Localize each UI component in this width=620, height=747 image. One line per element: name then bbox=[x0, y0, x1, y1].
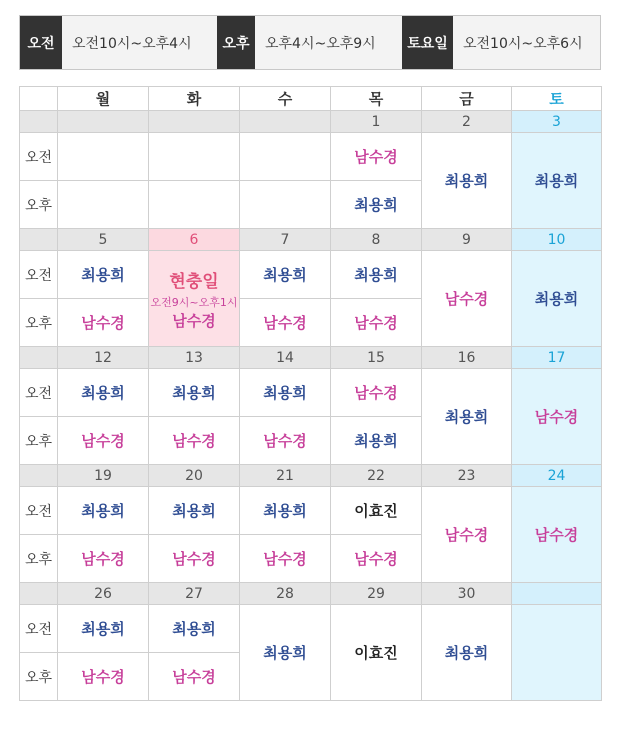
doctor-name: 이효진 bbox=[354, 644, 398, 662]
date-cell-holiday: 6 bbox=[149, 229, 240, 251]
am-cell bbox=[149, 133, 240, 181]
doctor-name: 남수경 bbox=[354, 148, 398, 166]
am-cell bbox=[149, 487, 240, 535]
date-cell-blank bbox=[20, 229, 58, 251]
am-cell bbox=[331, 487, 422, 535]
date-row bbox=[20, 465, 602, 487]
doctor-name: 남수경 bbox=[354, 314, 398, 332]
date-cell: 27 bbox=[149, 583, 240, 605]
doctor-name: 남수경 bbox=[81, 314, 125, 332]
doctor-name: 남수경 bbox=[172, 432, 216, 450]
doctor-name: 최용희 bbox=[444, 172, 489, 190]
date-row bbox=[20, 111, 602, 133]
am-row bbox=[20, 605, 602, 653]
doctor-name: 최용희 bbox=[172, 502, 216, 520]
doctor-name: 남수경 bbox=[81, 432, 125, 450]
pm-hours-value: 오후4시~오후9시 bbox=[255, 16, 402, 69]
date-cell: 14 bbox=[240, 347, 331, 369]
wed-cell bbox=[240, 605, 331, 701]
period-label-pm: 오후 bbox=[20, 535, 58, 583]
date-cell: 16 bbox=[422, 347, 512, 369]
date-cell-blank bbox=[20, 347, 58, 369]
weekday-sat: 토 bbox=[512, 87, 602, 111]
doctor-name: 남수경 bbox=[172, 550, 216, 568]
date-cell bbox=[240, 111, 331, 133]
doctor-name: 남수경 bbox=[354, 550, 398, 568]
am-cell bbox=[331, 251, 422, 299]
date-cell: 19 bbox=[58, 465, 149, 487]
am-cell bbox=[149, 369, 240, 417]
am-row bbox=[20, 133, 602, 181]
date-cell: 23 bbox=[422, 465, 512, 487]
pm-cell bbox=[331, 181, 422, 229]
fri-cell bbox=[422, 605, 512, 701]
am-cell bbox=[240, 251, 331, 299]
doctor-name: 최용희 bbox=[263, 502, 307, 520]
date-cell-saturday: 10 bbox=[512, 229, 602, 251]
am-hours-label: 오전 bbox=[20, 16, 62, 69]
am-hours-value: 오전10시~오후4시 bbox=[62, 16, 217, 69]
schedule-calendar bbox=[19, 86, 602, 701]
period-label-am: 오전 bbox=[20, 133, 58, 181]
period-label-pm: 오후 bbox=[20, 181, 58, 229]
date-cell-blank bbox=[20, 583, 58, 605]
header-corner bbox=[20, 87, 58, 111]
date-cell: 9 bbox=[422, 229, 512, 251]
sat-cell bbox=[512, 251, 602, 347]
am-cell bbox=[58, 605, 149, 653]
period-label-pm: 오후 bbox=[20, 653, 58, 701]
weekday-header-row bbox=[20, 87, 602, 111]
date-cell-saturday bbox=[512, 583, 602, 605]
am-cell bbox=[331, 369, 422, 417]
period-label-am: 오전 bbox=[20, 487, 58, 535]
doctor-name: 남수경 bbox=[81, 668, 125, 686]
sat-cell bbox=[512, 605, 602, 701]
fri-cell bbox=[422, 133, 512, 229]
period-label-am: 오전 bbox=[20, 605, 58, 653]
office-hours-bar bbox=[19, 15, 601, 70]
am-row bbox=[20, 487, 602, 535]
doctor-name: 남수경 bbox=[172, 668, 216, 686]
date-cell: 22 bbox=[331, 465, 422, 487]
doctor-name: 남수경 bbox=[263, 432, 307, 450]
period-label-am: 오전 bbox=[20, 251, 58, 299]
date-cell: 20 bbox=[149, 465, 240, 487]
sat-cell bbox=[512, 133, 602, 229]
doctor-name: 최용희 bbox=[81, 620, 125, 638]
doctor-name: 남수경 bbox=[263, 314, 307, 332]
am-cell bbox=[58, 251, 149, 299]
am-row bbox=[20, 251, 602, 299]
am-cell bbox=[240, 487, 331, 535]
doctor-name: 최용희 bbox=[172, 620, 216, 638]
pm-cell bbox=[331, 417, 422, 465]
holiday-name: 현충일 bbox=[169, 271, 219, 292]
period-label-pm: 오후 bbox=[20, 417, 58, 465]
pm-cell bbox=[149, 653, 240, 701]
pm-cell bbox=[149, 417, 240, 465]
date-row bbox=[20, 347, 602, 369]
fri-cell bbox=[422, 487, 512, 583]
pm-cell bbox=[149, 535, 240, 583]
date-cell: 13 bbox=[149, 347, 240, 369]
date-cell-saturday: 17 bbox=[512, 347, 602, 369]
period-label-am: 오전 bbox=[20, 369, 58, 417]
am-hours bbox=[20, 16, 217, 69]
am-cell bbox=[149, 605, 240, 653]
pm-cell bbox=[240, 181, 331, 229]
doctor-name: 최용희 bbox=[81, 384, 125, 402]
pm-cell bbox=[149, 181, 240, 229]
date-cell: 30 bbox=[422, 583, 512, 605]
date-cell: 26 bbox=[58, 583, 149, 605]
pm-cell bbox=[58, 535, 149, 583]
date-cell: 21 bbox=[240, 465, 331, 487]
doctor-name: 남수경 bbox=[534, 526, 579, 544]
date-cell: 7 bbox=[240, 229, 331, 251]
holiday-hours: 오전9시~오후1시 bbox=[150, 295, 238, 309]
pm-cell bbox=[331, 299, 422, 347]
date-row bbox=[20, 229, 602, 251]
sat-cell bbox=[512, 487, 602, 583]
am-cell bbox=[240, 133, 331, 181]
saturday-hours bbox=[402, 16, 600, 69]
doctor-name: 이효진 bbox=[354, 502, 398, 520]
doctor-name: 최용희 bbox=[263, 384, 307, 402]
holiday-cell bbox=[149, 251, 240, 347]
fri-cell bbox=[422, 369, 512, 465]
doctor-name: 최용희 bbox=[534, 172, 579, 190]
am-cell bbox=[331, 133, 422, 181]
doctor-name: 최용희 bbox=[81, 502, 125, 520]
am-cell bbox=[240, 369, 331, 417]
sat-cell bbox=[512, 369, 602, 465]
date-cell-saturday: 24 bbox=[512, 465, 602, 487]
pm-hours bbox=[217, 16, 402, 69]
doctor-name: 남수경 bbox=[444, 290, 489, 308]
doctor-name: 남수경 bbox=[81, 550, 125, 568]
fri-cell bbox=[422, 251, 512, 347]
weekday-fri: 금 bbox=[422, 87, 512, 111]
pm-cell bbox=[240, 535, 331, 583]
date-cell: 8 bbox=[331, 229, 422, 251]
doctor-name: 최용희 bbox=[354, 432, 398, 450]
date-cell: 1 bbox=[331, 111, 422, 133]
date-cell-saturday: 3 bbox=[512, 111, 602, 133]
doctor-name: 남수경 bbox=[444, 526, 489, 544]
thu-cell bbox=[331, 605, 422, 701]
doctor-name: 최용희 bbox=[444, 408, 489, 426]
pm-cell bbox=[240, 299, 331, 347]
doctor-name: 최용희 bbox=[354, 196, 398, 214]
date-cell bbox=[149, 111, 240, 133]
pm-cell bbox=[240, 417, 331, 465]
doctor-name: 최용희 bbox=[263, 266, 307, 284]
am-cell bbox=[58, 487, 149, 535]
saturday-hours-value: 오전10시~오후6시 bbox=[453, 16, 600, 69]
weekday-mon: 월 bbox=[58, 87, 149, 111]
doctor-name: 남수경 bbox=[172, 311, 216, 330]
pm-cell bbox=[58, 417, 149, 465]
period-label-pm: 오후 bbox=[20, 299, 58, 347]
weekday-wed: 수 bbox=[240, 87, 331, 111]
doctor-name: 남수경 bbox=[534, 408, 579, 426]
pm-cell bbox=[331, 535, 422, 583]
pm-cell bbox=[58, 181, 149, 229]
am-cell bbox=[58, 369, 149, 417]
doctor-name: 남수경 bbox=[354, 384, 398, 402]
date-cell: 12 bbox=[58, 347, 149, 369]
date-cell: 28 bbox=[240, 583, 331, 605]
doctor-name: 최용희 bbox=[444, 644, 489, 662]
date-cell: 15 bbox=[331, 347, 422, 369]
saturday-hours-label: 토요일 bbox=[402, 16, 453, 69]
doctor-name: 최용희 bbox=[354, 266, 398, 284]
pm-cell bbox=[58, 653, 149, 701]
date-cell: 2 bbox=[422, 111, 512, 133]
date-cell: 29 bbox=[331, 583, 422, 605]
doctor-name: 최용희 bbox=[81, 266, 125, 284]
am-cell bbox=[58, 133, 149, 181]
date-cell-blank bbox=[20, 465, 58, 487]
pm-hours-label: 오후 bbox=[217, 16, 255, 69]
date-cell-blank bbox=[20, 111, 58, 133]
doctor-name: 최용희 bbox=[263, 644, 307, 662]
date-cell: 5 bbox=[58, 229, 149, 251]
am-row bbox=[20, 369, 602, 417]
date-cell bbox=[58, 111, 149, 133]
doctor-name: 최용희 bbox=[534, 290, 579, 308]
doctor-name: 최용희 bbox=[172, 384, 216, 402]
weekday-tue: 화 bbox=[149, 87, 240, 111]
date-row bbox=[20, 583, 602, 605]
doctor-name: 남수경 bbox=[263, 550, 307, 568]
pm-cell bbox=[58, 299, 149, 347]
weekday-thu: 목 bbox=[331, 87, 422, 111]
